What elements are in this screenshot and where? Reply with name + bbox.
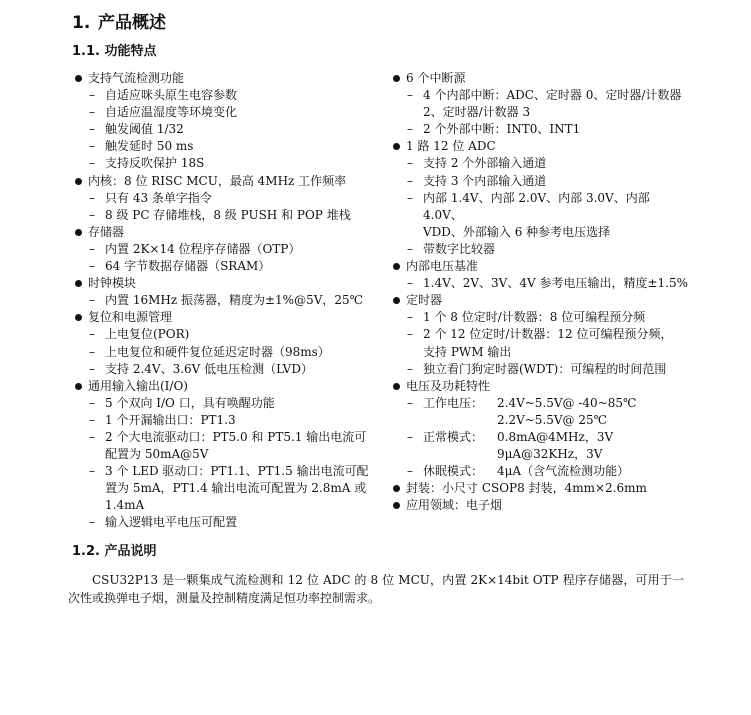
- spec-key: 正常模式：: [423, 429, 484, 444]
- dash-icon: –: [89, 361, 95, 376]
- sub-text: 1 个 8 位定时/计数器：8 位可编程预分频: [423, 310, 646, 325]
- spec-value-continuation: 9μA@32KHz，3V: [497, 447, 603, 462]
- feature-item: [390, 138, 690, 155]
- dash-icon: –: [407, 190, 413, 205]
- sub-text: 内置 16MHz 振荡器，精度为±1%@5V，25℃: [105, 293, 364, 308]
- sub-text: 自适应咪头原生电容参数: [105, 88, 238, 103]
- sub-text: 带数字比较器: [423, 241, 496, 256]
- sub-text: 触发延时 50 ms: [105, 139, 194, 154]
- sub-continuation: 支持 PWM 输出: [423, 344, 512, 359]
- dash-icon: –: [407, 361, 413, 376]
- feature-sub-item: [72, 87, 392, 104]
- feature-item: [390, 378, 690, 395]
- feature-sub-item: [72, 395, 392, 412]
- feature-sub-item: [72, 155, 392, 172]
- spec-key: 休眠模式：: [423, 464, 484, 479]
- features-left-column: [72, 70, 392, 532]
- sub-continuation: 2、定时器/计数器 3: [423, 105, 531, 120]
- sub-text: 只有 43 条单字指令: [105, 190, 212, 205]
- feature-sub-item: [72, 514, 392, 531]
- feature-sub-item: [72, 138, 392, 155]
- sub-text: 1.4V、2V、3V、4V 参考电压输出，精度±1.5%: [423, 276, 689, 291]
- feature-title: 定时器: [406, 293, 443, 308]
- dash-icon: –: [89, 464, 95, 479]
- feature-sub-item: [390, 155, 690, 172]
- feature-item: [390, 480, 690, 497]
- chapter-heading: [72, 12, 166, 34]
- dash-icon: –: [89, 412, 95, 427]
- feature-title: 6 个中断源: [406, 71, 466, 85]
- section-heading-features: 1.1. 功能特点: [72, 44, 157, 59]
- feature-title: 复位和电源管理: [88, 310, 173, 325]
- sub-text: 内部 1.4V、内部 2.0V、内部 3.0V、内部 4.0V、: [423, 190, 650, 222]
- feature-sub-item: [72, 344, 392, 361]
- dash-icon: –: [407, 310, 413, 325]
- feature-item: [72, 378, 392, 395]
- feature-sub-item: [72, 326, 392, 343]
- dash-icon: –: [89, 207, 95, 222]
- feature-item: [72, 275, 392, 292]
- features-right-column: [390, 70, 690, 514]
- spec-key: 工作电压：: [423, 395, 484, 410]
- dash-icon: –: [89, 139, 95, 154]
- spec-row-sleep-mode: [390, 463, 690, 480]
- sub-text: 上电复位和硬件复位延迟定时器（98ms）: [105, 344, 330, 359]
- sub-continuation: 1.4mA: [105, 498, 145, 513]
- feature-title: 时钟模块: [88, 276, 137, 291]
- feature-item: [390, 70, 690, 87]
- sub-text: 支持 3 个内部输入通道: [423, 173, 547, 188]
- sub-text: 8 级 PC 存储堆栈，8 级 PUSH 和 POP 堆栈: [105, 207, 351, 222]
- dash-icon: –: [89, 105, 95, 120]
- feature-sub-item: [390, 121, 690, 138]
- feature-sub-item: [72, 258, 392, 275]
- feature-item: [390, 292, 690, 309]
- feature-sub-item: [390, 241, 690, 258]
- bullet-icon: [75, 229, 82, 236]
- spec-value: 0.8mA@4MHz，3V: [497, 429, 614, 444]
- dash-icon: –: [407, 276, 413, 291]
- bullet-icon: [393, 75, 400, 82]
- dash-icon: –: [89, 293, 95, 308]
- sub-text: 输入逻辑电平电压可配置: [105, 515, 238, 530]
- chapter-title: 产品概述: [98, 13, 166, 33]
- feature-sub-item: [72, 429, 392, 446]
- sub-text: 2 个 12 位定时/计数器：12 位可编程预分频，: [423, 327, 673, 342]
- sub-text: 2 个大电流驱动口：PT5.0 和 PT5.1 输出电流可: [105, 429, 367, 444]
- bullet-icon: [393, 502, 400, 509]
- spec-value: 2.4V~5.5V@ -40~85℃: [497, 395, 637, 410]
- dash-icon: –: [89, 88, 95, 103]
- section-heading-description: 1.2. 产品说明: [72, 544, 157, 559]
- feature-sub-item: [390, 87, 690, 104]
- dash-icon: –: [89, 395, 95, 410]
- feature-sub-item: [72, 121, 392, 138]
- dash-icon: –: [407, 241, 413, 256]
- sub-text: 4 个内部中断：ADC、定时器 0、定时器/计数器: [423, 88, 682, 103]
- feature-title: 支持气流检测功能: [88, 71, 185, 85]
- sub-text: 触发阈值 1/32: [105, 122, 184, 137]
- bullet-icon: [75, 280, 82, 287]
- sub-continuation: 配置为 50mA@5V: [105, 447, 209, 462]
- dash-icon: –: [89, 327, 95, 342]
- feature-title: 存储器: [88, 224, 125, 239]
- dash-icon: –: [89, 429, 95, 444]
- feature-sub-item: [390, 173, 690, 190]
- sub-continuation: 置为 5mA，PT1.4 输出电流可配置为 2.8mA 或: [105, 481, 367, 496]
- spec-value-continuation: 2.2V~5.5V@ 25℃: [497, 412, 608, 427]
- bullet-icon: [75, 314, 82, 321]
- feature-sub-item: [72, 361, 392, 378]
- bullet-icon: [393, 297, 400, 304]
- dash-icon: –: [407, 429, 413, 444]
- sub-text: 支持反吹保护 18S: [105, 156, 205, 171]
- feature-sub-item: [390, 309, 690, 326]
- feature-item: [72, 224, 392, 241]
- dash-icon: –: [89, 122, 95, 137]
- feature-item: [390, 497, 690, 514]
- sub-continuation: VDD、外部输入 6 种参考电压选择: [423, 224, 611, 239]
- feature-item: [72, 173, 392, 190]
- feature-title: 应用领域：电子烟: [406, 498, 503, 513]
- sub-text: 3 个 LED 驱动口：PT1.1、PT1.5 输出电流可配: [105, 464, 369, 479]
- dash-icon: –: [89, 259, 95, 274]
- feature-title: 内部电压基准: [406, 259, 479, 274]
- dash-icon: –: [89, 241, 95, 256]
- spec-row-operating-voltage: [390, 395, 690, 412]
- sub-text: 内置 2K×14 位程序存储器（OTP）: [105, 241, 301, 256]
- dash-icon: –: [407, 395, 413, 410]
- dash-icon: –: [407, 122, 413, 137]
- spec-value: 4μA（含气流检测功能）: [497, 464, 630, 479]
- sub-text: 自适应温湿度等环境变化: [105, 105, 238, 120]
- feature-sub-item: [72, 412, 392, 429]
- feature-sub-item: [390, 275, 690, 292]
- dash-icon: –: [407, 464, 413, 479]
- feature-item: [72, 70, 392, 87]
- feature-item: [72, 309, 392, 326]
- dash-icon: –: [407, 327, 413, 342]
- sub-text: 独立看门狗定时器(WDT)：可编程的时间范围: [423, 361, 667, 376]
- feature-sub-item: [72, 241, 392, 258]
- dash-icon: –: [89, 156, 95, 171]
- bullet-icon: [393, 263, 400, 270]
- feature-sub-item: [390, 361, 690, 378]
- dash-icon: –: [89, 344, 95, 359]
- feature-title: 通用输入输出(I/O): [88, 378, 188, 393]
- feature-item: [390, 258, 690, 275]
- dash-icon: –: [89, 515, 95, 530]
- sub-text: 支持 2.4V、3.6V 低电压检测（LVD）: [105, 361, 313, 376]
- feature-title: 1 路 12 位 ADC: [406, 139, 496, 154]
- feature-sub-item: [72, 463, 392, 480]
- feature-sub-item: [72, 207, 392, 224]
- bullet-icon: [393, 143, 400, 150]
- feature-title: 电压及功耗特性: [406, 378, 491, 393]
- bullet-icon: [393, 485, 400, 492]
- dash-icon: –: [407, 88, 413, 103]
- sub-text: 5 个双向 I/O 口，具有唤醒功能: [105, 395, 275, 410]
- feature-title: 封装：小尺寸 CSOP8 封装，4mm×2.6mm: [406, 481, 647, 496]
- dash-icon: –: [89, 190, 95, 205]
- chapter-number: 1.: [72, 13, 91, 33]
- product-description: [68, 571, 684, 607]
- feature-sub-item: [72, 292, 392, 309]
- feature-title: 内核：8 位 RISC MCU，最高 4MHz 工作频率: [88, 173, 347, 188]
- sub-text: 支持 2 个外部输入通道: [423, 156, 547, 171]
- dash-icon: –: [407, 156, 413, 171]
- dash-icon: –: [407, 173, 413, 188]
- description-text: CSU32P13 是一颗集成气流检测和 12 位 ADC 的 8 位 MCU，内置 2K×14bit OTP 程序存储器，可用于一次性或换弹电子烟，测量及控制精度满足恒功率控制需求。: [68, 573, 684, 605]
- feature-sub-item: [72, 190, 392, 207]
- bullet-icon: [75, 178, 82, 185]
- feature-sub-item: [390, 190, 690, 224]
- sub-text: 2 个外部中断：INT0、INT1: [423, 122, 581, 137]
- feature-sub-item: [72, 104, 392, 121]
- bullet-icon: [75, 383, 82, 390]
- sub-text: 64 字节数据存储器（SRAM）: [105, 259, 271, 274]
- bullet-icon: [75, 75, 82, 82]
- bullet-icon: [393, 383, 400, 390]
- feature-sub-item: [390, 326, 690, 343]
- sub-text: 上电复位(POR): [105, 327, 190, 342]
- sub-text: 1 个开漏输出口：PT1.3: [105, 412, 236, 427]
- spec-row-normal-mode: [390, 429, 690, 446]
